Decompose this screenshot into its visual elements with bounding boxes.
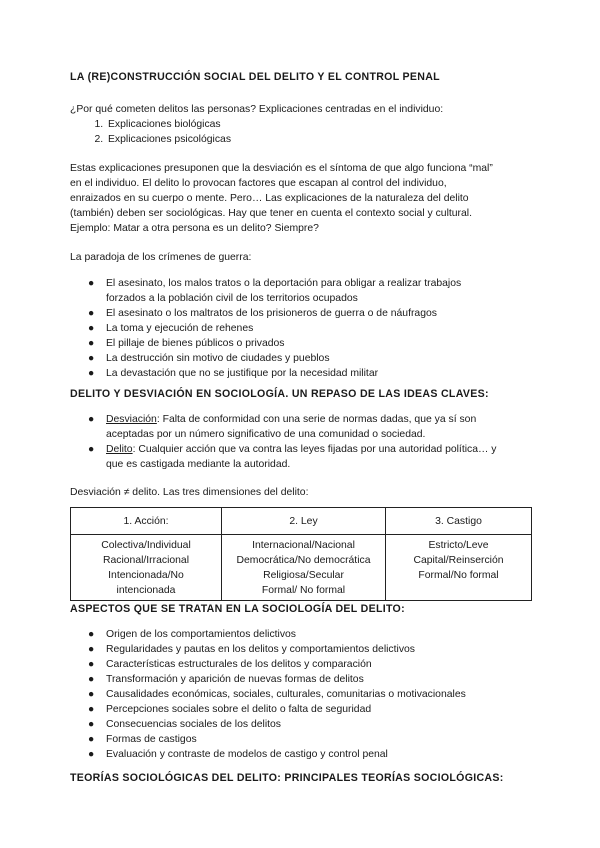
aspects-list	[70, 627, 532, 762]
list-item: ● Transformación y aparición de nuevas formas de delitos	[88, 674, 364, 685]
explanation-paragraph	[70, 161, 532, 236]
list-item: ● La destrucción sin motivo de ciudades y pueblos	[88, 353, 330, 364]
paragraph-line: enraizados en su cuerpo o mente. Pero… Las explicaciones de la naturaleza del delito	[70, 193, 469, 204]
bullet-icon: ●	[88, 629, 95, 640]
table-header-cell: 2. Ley	[222, 508, 386, 535]
list-item: ● El pillaje de bienes públicos o privados	[88, 338, 285, 349]
list-item: ● La toma y ejecución de rehenes	[88, 323, 254, 334]
list-item: 2. Explicaciones psicológicas	[106, 132, 532, 147]
table-cell-punishment: Estricto/Leve Capital/Reinserción Formal/No formal	[386, 535, 532, 601]
table-header-row	[71, 508, 532, 535]
definition-deviation: ● Desviación: Falta de conformidad con una serie de normas dadas, que ya sí son aceptadas por un número significativo de una comunidad o sociedad.	[88, 414, 477, 440]
table-row	[71, 535, 532, 601]
table-header-cell: 3. Castigo	[386, 508, 532, 535]
section-title-theories: TEORÍAS SOCIOLÓGICAS DEL DELITO: PRINCIPALES TEORÍAS SOCIOLÓGICAS:	[70, 772, 504, 784]
bullet-icon: ●	[88, 323, 95, 334]
list-item: 1. Explicaciones biológicas	[106, 117, 532, 132]
bullet-icon: ●	[88, 674, 95, 685]
war-crimes-intro: La paradoja de los crímenes de guerra:	[70, 252, 252, 263]
paragraph-line: en el individuo. El delito lo provocan factores que escapan al control del individuo,	[70, 178, 447, 189]
list-item: ● Origen de los comportamientos delictivos	[88, 629, 297, 640]
bullet-icon: ●	[88, 734, 95, 745]
list-item: ● El asesinato o los maltratos de los prisioneros de guerra o de náufragos	[88, 308, 437, 319]
bullet-icon: ●	[88, 704, 95, 715]
definition-term: Delito	[106, 444, 133, 455]
list-item: ● Evaluación y contraste de modelos de castigo y control penal	[88, 749, 388, 760]
definitions-list	[70, 412, 532, 472]
list-item: ● Percepciones sociales sobre el delito o falta de seguridad	[88, 704, 372, 715]
crime-dimensions-table	[70, 507, 532, 601]
bullet-icon: ●	[88, 644, 95, 655]
section-title-deviation: DELITO Y DESVIACIÓN EN SOCIOLOGÍA. UN REPASO DE LAS IDEAS CLAVES:	[70, 388, 489, 400]
list-item: ● Regularidades y pautas en los delitos y comportamientos delictivos	[88, 644, 415, 655]
intro-numbered-list	[70, 117, 532, 147]
list-item: ● Consecuencias sociales de los delitos	[88, 719, 282, 730]
table-header-cell: 1. Acción:	[71, 508, 222, 535]
paragraph-line: (también) deben ser sociológicas. Hay que tener en cuenta el contexto social y cultural.	[70, 208, 472, 219]
table-cell-law: Internacional/Nacional Democrática/No democrática Religiosa/Secular Formal/ No formal	[222, 535, 386, 601]
document-title: LA (RE)CONSTRUCCIÓN SOCIAL DEL DELITO Y EL CONTROL PENAL	[70, 71, 440, 83]
bullet-icon: ●	[88, 659, 95, 670]
war-crimes-list	[70, 276, 532, 381]
definition-term: Desviación	[106, 414, 157, 425]
section-title-aspects: ASPECTOS QUE SE TRATAN EN LA SOCIOLOGÍA DEL DELITO:	[70, 603, 405, 615]
list-item: ● Causalidades económicas, sociales, culturales, comunitarias o motivacionales	[88, 689, 466, 700]
paragraph-line: Ejemplo: Matar a otra persona es un delito? Siempre?	[70, 223, 319, 234]
bullet-icon: ●	[88, 338, 95, 349]
list-item: ● Características estructurales de los delitos y comparación	[88, 659, 372, 670]
bullet-icon: ●	[88, 353, 95, 364]
definition-crime: ● Delito: Cualquier acción que va contra las leyes fijadas por una autoridad política… y que es castigada mediante la autoridad.	[88, 444, 497, 470]
bullet-icon: ●	[88, 689, 95, 700]
paragraph-line: Estas explicaciones presuponen que la desviación es el síntoma de que algo funciona “mal”	[70, 163, 493, 174]
bullet-icon: ●	[88, 368, 95, 379]
bullet-icon: ●	[88, 308, 95, 319]
bullet-icon: ●	[88, 414, 95, 425]
bullet-icon: ●	[88, 719, 95, 730]
bullet-icon: ●	[88, 444, 95, 455]
list-item: ● Formas de castigos	[88, 734, 197, 745]
intro-question: ¿Por qué cometen delitos las personas? Explicaciones centradas en el individuo:	[70, 104, 444, 115]
table-intro: Desviación ≠ delito. Las tres dimensiones del delito:	[70, 487, 309, 498]
bullet-icon: ●	[88, 278, 95, 289]
list-item: ● La devastación que no se justifique por la necesidad militar	[88, 368, 379, 379]
table-cell-action: Colectiva/Individual Racional/Irracional Intencionada/No intencionada	[71, 535, 222, 601]
bullet-icon: ●	[88, 749, 95, 760]
list-item: ● El asesinato, los malos tratos o la deportación para obligar a realizar trabajos forzados a la población civil de los territorios ocupados	[88, 278, 462, 304]
